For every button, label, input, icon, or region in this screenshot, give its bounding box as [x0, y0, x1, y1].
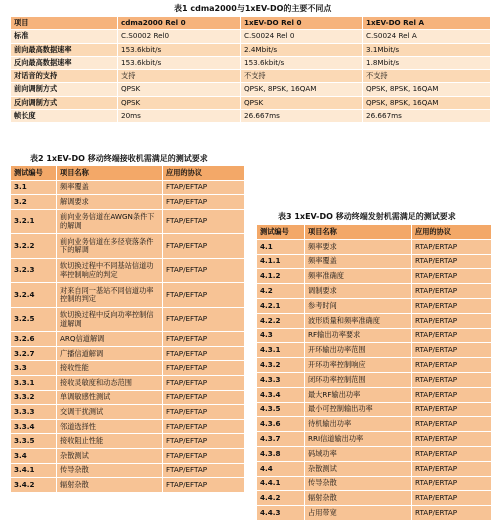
table3-row — [257, 372, 492, 387]
table3-cell: 4.3.7 — [257, 432, 305, 447]
table2-cell: 测试编号 — [11, 166, 57, 181]
table1-cell: 前向调制方式 — [11, 83, 118, 96]
table2-cell: ARQ信道解调 — [57, 332, 163, 347]
table2-row — [11, 195, 245, 210]
table2-cell: 3.3.1 — [11, 376, 57, 391]
table2-cell: FTAP/EFTAP — [163, 332, 245, 347]
table3-cell: RTAP/ERTAP — [412, 476, 492, 491]
table3-cell: 辐射杂散 — [305, 491, 412, 506]
table2-cell: 软切换过程中不同基站信道功率控制响应的判定 — [57, 258, 163, 283]
table2-cell: 3.2 — [11, 195, 57, 210]
table1-cell: 1xEV-DO Rel 0 — [241, 17, 363, 30]
table1-row — [11, 56, 491, 69]
table3-cell: 频率准确度 — [305, 269, 412, 284]
table3-cell: 4.3.1 — [257, 343, 305, 358]
table1-cell: 对话音的支持 — [11, 70, 118, 83]
table3-cell: RTAP/ERTAP — [412, 298, 492, 313]
table1-body — [11, 17, 491, 123]
table2-cell: FTAP/EFTAP — [163, 307, 245, 332]
table2-body — [11, 166, 245, 493]
table2-row — [11, 258, 245, 283]
table1-cell: 支持 — [118, 70, 241, 83]
table3-cell: 4.3.6 — [257, 417, 305, 432]
table2-row — [11, 332, 245, 347]
table3-cell: 4.4.3 — [257, 506, 305, 521]
table3-row — [257, 506, 492, 521]
table3-cell: 参考时间 — [305, 298, 412, 313]
table1-header-row — [11, 17, 491, 30]
table1-cell: 不支持 — [363, 70, 491, 83]
table1-cell: 1xEV-DO Rel A — [363, 17, 491, 30]
table3-cell: RTAP/ERTAP — [412, 313, 492, 328]
table3-cell: 项目名称 — [305, 225, 412, 240]
table1-cell: 前向最高数据速率 — [11, 43, 118, 56]
table3-cell: 4.4.2 — [257, 491, 305, 506]
table3-cell: RTAP/ERTAP — [412, 491, 492, 506]
table1-cell: 1.8Mbit/s — [363, 56, 491, 69]
table2-cell: 前向业务信道在AWGN条件下的解调 — [57, 209, 163, 234]
table3-row — [257, 402, 492, 417]
table3-row — [257, 358, 492, 373]
table1-cell: 20ms — [118, 110, 241, 123]
table3-header-row — [257, 225, 492, 240]
table2-cell: 3.3.5 — [11, 434, 57, 449]
table2-cell: 3.3.3 — [11, 405, 57, 420]
table1-row — [11, 96, 491, 109]
table2-cell: 3.4.1 — [11, 463, 57, 478]
table2-row — [11, 180, 245, 195]
table3-cell: 待机输出功率 — [305, 417, 412, 432]
table2-cell: 广播信道解调 — [57, 346, 163, 361]
table1-cell: 项目 — [11, 17, 118, 30]
table3-cell: 应用的协议 — [412, 225, 492, 240]
table2-cell: 3.2.2 — [11, 234, 57, 259]
table2-cell: FTAP/EFTAP — [163, 376, 245, 391]
table3-cell: 4.2 — [257, 284, 305, 299]
table2-cell: 3.2.4 — [11, 283, 57, 308]
table1-cell: 153.6kbit/s — [241, 56, 363, 69]
table2-cell: 接收性能 — [57, 361, 163, 376]
table1-cell: 26.667ms — [363, 110, 491, 123]
table1-cell: C.S0002 Rel0 — [118, 30, 241, 43]
table3-cell: RRI信道输出功率 — [305, 432, 412, 447]
table3-cell: RTAP/ERTAP — [412, 328, 492, 343]
table2-cell: 接收阻止性能 — [57, 434, 163, 449]
table1-cell: C.S0024 Rel A — [363, 30, 491, 43]
table2-cell: 应用的协议 — [163, 166, 245, 181]
table1-cell: 3.1Mbit/s — [363, 43, 491, 56]
table2-row — [11, 209, 245, 234]
table1-cell: 2.4Mbit/s — [241, 43, 363, 56]
table2-cell: FTAP/EFTAP — [163, 180, 245, 195]
table2-cell: FTAP/EFTAP — [163, 361, 245, 376]
table3-row — [257, 239, 492, 254]
table2-cell: FTAP/EFTAP — [163, 463, 245, 478]
table2-cell: FTAP/EFTAP — [163, 195, 245, 210]
table2-cell: 交调干扰测试 — [57, 405, 163, 420]
table2-cell: 接收灵敏度和动态范围 — [57, 376, 163, 391]
table3-row — [257, 491, 492, 506]
table3-cell: RTAP/ERTAP — [412, 284, 492, 299]
table3 — [256, 224, 492, 521]
table3-cell: 闭环功率控制范围 — [305, 372, 412, 387]
table2-row — [11, 234, 245, 259]
table2-cell: 3.3 — [11, 361, 57, 376]
table1-cell: QPSK, 8PSK, 16QAM — [363, 83, 491, 96]
table2-cell: 3.1 — [11, 180, 57, 195]
table2-row — [11, 463, 245, 478]
table3-cell: 传导杂散 — [305, 476, 412, 491]
table2-cell: FTAP/EFTAP — [163, 234, 245, 259]
table3-cell: 4.1.2 — [257, 269, 305, 284]
table3-row — [257, 461, 492, 476]
table3-cell: 4.3 — [257, 328, 305, 343]
table1-row — [11, 110, 491, 123]
table3-row — [257, 446, 492, 461]
table2-row — [11, 307, 245, 332]
table2-cell: 3.4.2 — [11, 478, 57, 493]
table3-row — [257, 432, 492, 447]
table3-cell: RTAP/ERTAP — [412, 254, 492, 269]
table2-cell: 3.2.1 — [11, 209, 57, 234]
table1-cell: QPSK, 8PSK, 16QAM — [363, 96, 491, 109]
table1-row — [11, 43, 491, 56]
table3-cell: RTAP/ERTAP — [412, 343, 492, 358]
table3-cell: 4.1.1 — [257, 254, 305, 269]
table3-cell: 开环功率控制响应 — [305, 358, 412, 373]
table3-cell: RTAP/ERTAP — [412, 432, 492, 447]
table2-cell: FTAP/EFTAP — [163, 405, 245, 420]
table3-cell: 最小可控制输出功率 — [305, 402, 412, 417]
table3-cell: 开环输出功率范围 — [305, 343, 412, 358]
table2-cell: 前向业务信道在多径衰落条件下的解调 — [57, 234, 163, 259]
table3-row — [257, 417, 492, 432]
table1-cell: QPSK — [118, 83, 241, 96]
table2-cell: 辐射杂散 — [57, 478, 163, 493]
table3-cell: RTAP/ERTAP — [412, 239, 492, 254]
table3-cell: RTAP/ERTAP — [412, 446, 492, 461]
table3-row — [257, 476, 492, 491]
table2-row — [11, 346, 245, 361]
table2-cell: 对来自同一基站不同信道功率控制的判定 — [57, 283, 163, 308]
table2-row — [11, 449, 245, 464]
table2-cell: 3.4 — [11, 449, 57, 464]
table1-cell: QPSK, 8PSK, 16QAM — [241, 83, 363, 96]
table3-body — [257, 225, 492, 521]
table2-row — [11, 361, 245, 376]
table1-cell: 帧长度 — [11, 110, 118, 123]
table3-cell: 4.2.2 — [257, 313, 305, 328]
table3-cell: RTAP/ERTAP — [412, 506, 492, 521]
table1-cell: C.S0024 Rel 0 — [241, 30, 363, 43]
table2-cell: 邻道选择性 — [57, 419, 163, 434]
table3-row — [257, 313, 492, 328]
table3-cell: RTAP/ERTAP — [412, 461, 492, 476]
table2-cell: FTAP/EFTAP — [163, 449, 245, 464]
table1-row — [11, 30, 491, 43]
table3-cell: 调制要求 — [305, 284, 412, 299]
table2-cell: 3.2.6 — [11, 332, 57, 347]
table3-row — [257, 284, 492, 299]
table2-row — [11, 434, 245, 449]
table3-cell: RTAP/ERTAP — [412, 402, 492, 417]
table2-cell: 解调要求 — [57, 195, 163, 210]
table3-cell: 波形质量和频率准确度 — [305, 313, 412, 328]
table2-caption: 表2 1xEV-DO 移动终端接收机需满足的测试要求 — [30, 154, 208, 163]
table3-caption: 表3 1xEV-DO 移动终端发射机需满足的测试要求 — [278, 212, 456, 221]
table2-cell: 项目名称 — [57, 166, 163, 181]
table2-cell: FTAP/EFTAP — [163, 419, 245, 434]
table2-row — [11, 405, 245, 420]
table1-cell: 不支持 — [241, 70, 363, 83]
table3-row — [257, 298, 492, 313]
table3-cell: 占用带宽 — [305, 506, 412, 521]
table1-cell: QPSK — [118, 96, 241, 109]
table3-cell: RTAP/ERTAP — [412, 269, 492, 284]
table3-cell: 频率覆盖 — [305, 254, 412, 269]
table2-cell: 3.2.3 — [11, 258, 57, 283]
table2-row — [11, 376, 245, 391]
table2-cell: FTAP/EFTAP — [163, 478, 245, 493]
table2-cell: 3.3.2 — [11, 390, 57, 405]
table3-row — [257, 387, 492, 402]
table1-cell: 反向最高数据速率 — [11, 56, 118, 69]
table2-header-row — [11, 166, 245, 181]
table3-cell: 杂散测试 — [305, 461, 412, 476]
table2-cell: 杂散测试 — [57, 449, 163, 464]
table2-cell: 传导杂散 — [57, 463, 163, 478]
table1-cell: 标准 — [11, 30, 118, 43]
table3-cell: 4.3.2 — [257, 358, 305, 373]
table1-caption: 表1 cdma2000与1xEV-DO的主要不同点 — [174, 4, 332, 13]
table2-cell: FTAP/EFTAP — [163, 283, 245, 308]
table2-row — [11, 390, 245, 405]
table3-row — [257, 254, 492, 269]
table2-cell: 3.3.4 — [11, 419, 57, 434]
table2-row — [11, 478, 245, 493]
table3-cell: 4.3.4 — [257, 387, 305, 402]
table3-cell: RTAP/ERTAP — [412, 387, 492, 402]
table3-cell: 频率要求 — [305, 239, 412, 254]
table1-cell: cdma2000 Rel 0 — [118, 17, 241, 30]
table1-cell: 153.6kbit/s — [118, 43, 241, 56]
table3-cell: 4.3.8 — [257, 446, 305, 461]
table3-cell: 4.4 — [257, 461, 305, 476]
table3-cell: RF输出功率要求 — [305, 328, 412, 343]
table2-cell: FTAP/EFTAP — [163, 346, 245, 361]
table3-row — [257, 269, 492, 284]
table1-cell: QPSK — [241, 96, 363, 109]
table3-cell: 4.1 — [257, 239, 305, 254]
table1-cell: 153.6kbit/s — [118, 56, 241, 69]
table1-cell: 26.667ms — [241, 110, 363, 123]
table1-cell: 反向调制方式 — [11, 96, 118, 109]
table2 — [10, 165, 245, 493]
table2-row — [11, 419, 245, 434]
table1 — [10, 16, 491, 123]
table2-cell: FTAP/EFTAP — [163, 390, 245, 405]
table2-cell: 软切换过程中反向功率控制信道解调 — [57, 307, 163, 332]
table2-cell: 频率覆盖 — [57, 180, 163, 195]
table3-row — [257, 343, 492, 358]
table1-row — [11, 83, 491, 96]
table1-row — [11, 70, 491, 83]
table3-cell: 码域功率 — [305, 446, 412, 461]
table2-row — [11, 283, 245, 308]
table2-cell: 单调敏感性测试 — [57, 390, 163, 405]
table3-cell: 4.4.1 — [257, 476, 305, 491]
table3-cell: 最大RF输出功率 — [305, 387, 412, 402]
table2-cell: FTAP/EFTAP — [163, 258, 245, 283]
table3-cell: RTAP/ERTAP — [412, 372, 492, 387]
table2-cell: 3.2.5 — [11, 307, 57, 332]
table3-cell: 4.3.3 — [257, 372, 305, 387]
table3-cell: 测试编号 — [257, 225, 305, 240]
table2-cell: 3.2.7 — [11, 346, 57, 361]
table3-cell: RTAP/ERTAP — [412, 417, 492, 432]
table3-cell: RTAP/ERTAP — [412, 358, 492, 373]
table2-cell: FTAP/EFTAP — [163, 209, 245, 234]
table3-cell: 4.3.5 — [257, 402, 305, 417]
table3-row — [257, 328, 492, 343]
table3-cell: 4.2.1 — [257, 298, 305, 313]
table2-cell: FTAP/EFTAP — [163, 434, 245, 449]
